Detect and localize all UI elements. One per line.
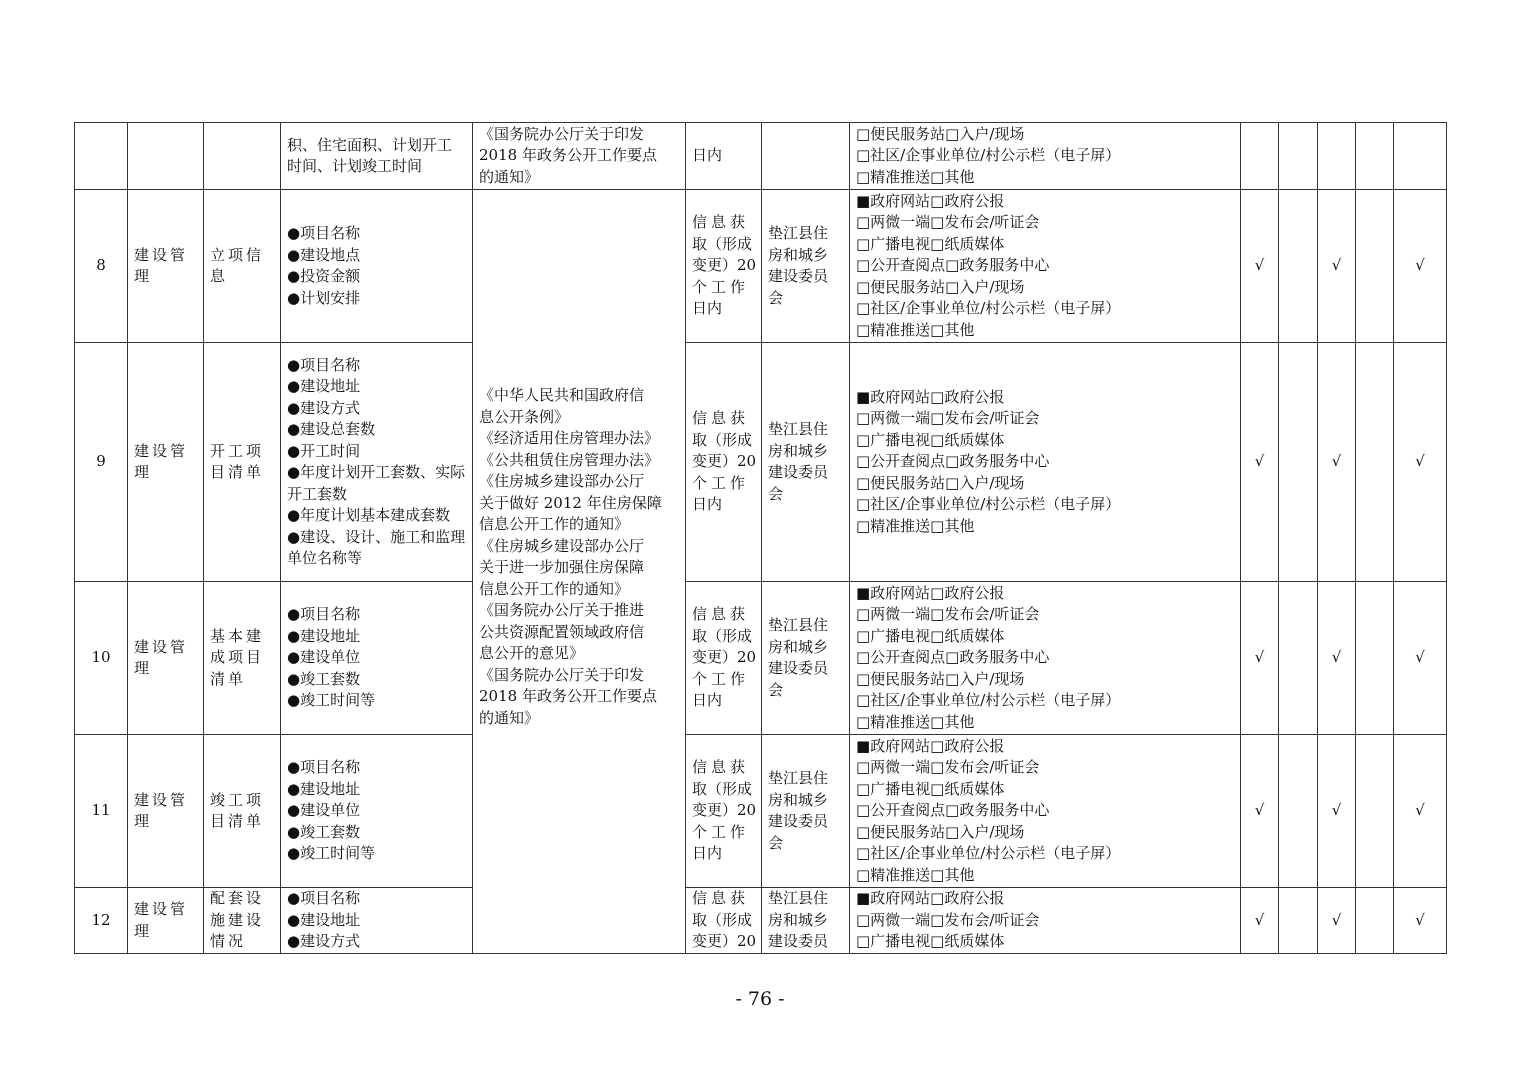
channel-line: ■政府网站□政府公报 bbox=[856, 889, 1005, 908]
time-limit-text: 日内 bbox=[692, 146, 723, 165]
content-line: ●年度计划基本建成套数 bbox=[287, 506, 451, 524]
content-line: ●开工时间 bbox=[287, 441, 361, 460]
page-number: - 76 - bbox=[735, 988, 785, 1010]
cell-check bbox=[1279, 582, 1318, 735]
channel-line: □社区/企事业单位/村公示栏（电子屏） bbox=[856, 844, 1121, 863]
table-row bbox=[75, 343, 1447, 582]
cell-time-limit bbox=[686, 343, 762, 582]
cell-content bbox=[281, 888, 473, 954]
cell-basis bbox=[473, 123, 686, 190]
content-line: 时间、计划竣工时间 bbox=[287, 157, 423, 175]
time-limit-line: 取（形成 bbox=[692, 779, 753, 798]
channel-line: □便民服务站□入户/现场 bbox=[856, 277, 1025, 296]
cell-time-limit bbox=[686, 123, 762, 190]
cell-check: √ bbox=[1318, 343, 1356, 582]
agency-line: 房和城乡 bbox=[768, 910, 829, 929]
cell-check: √ bbox=[1241, 735, 1279, 888]
table-row bbox=[75, 190, 1447, 343]
basis-line: 信息公开工作的通知》 bbox=[479, 515, 630, 533]
cell-check: √ bbox=[1394, 888, 1447, 954]
basis-line: 2018 年政务公开工作要点 bbox=[479, 146, 657, 165]
cell-check bbox=[1394, 123, 1447, 190]
agency-line: 会 bbox=[768, 484, 784, 503]
cell-basis-merged bbox=[473, 190, 686, 954]
cell-check bbox=[1356, 582, 1394, 735]
basis-line: 《国务院办公厅关于印发 bbox=[479, 124, 645, 143]
content-line: ●建设方式 bbox=[287, 932, 361, 951]
agency-line: 会 bbox=[768, 680, 784, 699]
time-limit-line: 变更）20 bbox=[692, 648, 757, 667]
cell-check bbox=[1356, 123, 1394, 190]
channel-line: □公开查阅点□政务服务中心 bbox=[856, 256, 1050, 275]
channel-line: □公开查阅点□政务服务中心 bbox=[856, 801, 1050, 820]
time-limit-line: 个工作 bbox=[692, 277, 750, 296]
content-line: ●建设地址 bbox=[287, 377, 361, 395]
content-line: ●投资金额 bbox=[287, 267, 361, 285]
time-limit-line: 日内 bbox=[692, 844, 723, 863]
content-line: ●计划安排 bbox=[287, 288, 361, 307]
table-body bbox=[75, 123, 1447, 954]
channel-line: □两微一端□发布会/听证会 bbox=[856, 910, 1040, 929]
time-limit-line: 信息获 bbox=[692, 758, 750, 777]
cell-check bbox=[1279, 123, 1318, 190]
agency-line: 房和城乡 bbox=[768, 441, 829, 460]
time-limit-line: 个工作 bbox=[692, 669, 750, 688]
content-line: ●项目名称 bbox=[287, 889, 361, 908]
content-line: ●建设单位 bbox=[287, 648, 361, 667]
channel-line: □广播电视□纸质媒体 bbox=[856, 932, 1005, 951]
channel-line: ■政府网站□政府公报 bbox=[856, 191, 1005, 210]
content-line: ●竣工套数 bbox=[287, 822, 361, 841]
cell-agency bbox=[762, 190, 850, 343]
basis-line: 2018 年政务公开工作要点 bbox=[479, 687, 657, 705]
channel-line: ■政府网站□政府公报 bbox=[856, 387, 1005, 406]
agency-line: 会 bbox=[768, 288, 784, 307]
time-limit-line: 变更）20 bbox=[692, 452, 757, 471]
content-line: 积、住宅面积、计划开工 bbox=[287, 135, 453, 154]
cell-content bbox=[281, 343, 473, 582]
time-limit-line: 信息获 bbox=[692, 213, 750, 232]
cell-check: √ bbox=[1241, 190, 1279, 343]
cell-item: 配套设施建设情况 bbox=[204, 888, 281, 954]
channel-line: □精准推送□其他 bbox=[856, 516, 975, 535]
agency-line: 建设委员 bbox=[768, 463, 829, 481]
basis-line: 公共资源配置领域政府信 bbox=[479, 622, 645, 641]
cell-channels bbox=[850, 735, 1241, 888]
cell-check bbox=[1356, 343, 1394, 582]
cell-check: √ bbox=[1318, 582, 1356, 735]
time-limit-line: 日内 bbox=[692, 495, 723, 514]
content-line: ●建设总套数 bbox=[287, 420, 376, 438]
cell-item: 基本建成项目清单 bbox=[204, 582, 281, 735]
channel-line: □便民服务站□入户/现场 bbox=[856, 124, 1025, 143]
cell-content bbox=[281, 190, 473, 343]
content-line: ●建设方式 bbox=[287, 398, 361, 417]
table-row bbox=[75, 123, 1447, 190]
cell-check bbox=[1241, 123, 1279, 190]
time-limit-line: 个工作 bbox=[692, 822, 750, 841]
channel-line: □广播电视□纸质媒体 bbox=[856, 626, 1005, 645]
cell-time-limit bbox=[686, 190, 762, 343]
time-limit-line: 日内 bbox=[692, 299, 723, 318]
channel-line: □两微一端□发布会/听证会 bbox=[856, 213, 1040, 232]
time-limit-line: 信息获 bbox=[692, 605, 750, 624]
basis-line: 《住房城乡建设部办公厅 bbox=[479, 472, 645, 490]
cell-agency bbox=[762, 343, 850, 582]
cell-category: 建设管理 bbox=[128, 888, 204, 954]
cell-content bbox=[281, 123, 473, 190]
agency-line: 垫江县住 bbox=[768, 769, 829, 787]
cell-agency bbox=[762, 123, 850, 190]
cell-channels bbox=[850, 888, 1241, 954]
content-line: ●建设地址 bbox=[287, 626, 361, 645]
agency-line: 会 bbox=[768, 833, 784, 852]
cell-category: 建设管理 bbox=[128, 582, 204, 735]
channel-line: □社区/企事业单位/村公示栏（电子屏） bbox=[856, 299, 1121, 318]
table-row bbox=[75, 888, 1447, 954]
agency-line: 垫江县住 bbox=[768, 224, 829, 242]
content-line: ●建设单位 bbox=[287, 801, 361, 820]
channel-line: □两微一端□发布会/听证会 bbox=[856, 758, 1040, 777]
content-line: ●项目名称 bbox=[287, 224, 361, 242]
cell-check bbox=[1279, 190, 1318, 343]
time-limit-line: 日内 bbox=[692, 691, 723, 710]
time-limit-line: 个工作 bbox=[692, 473, 750, 492]
content-line: ●建设地址 bbox=[287, 910, 361, 929]
channel-line: □两微一端□发布会/听证会 bbox=[856, 605, 1040, 624]
cell-check bbox=[1356, 190, 1394, 343]
cell-item: 立项信息 bbox=[204, 190, 281, 343]
basis-line: 息公开的意见》 bbox=[479, 644, 585, 662]
cell-category: 建设管理 bbox=[128, 190, 204, 343]
cell-category: 建设管理 bbox=[128, 343, 204, 582]
basis-line: 《国务院办公厅关于推进 bbox=[479, 601, 645, 619]
content-line: ●建设、设计、施工和监理单位名称等 bbox=[287, 527, 466, 567]
cell-channels bbox=[850, 190, 1241, 343]
content-line: ●竣工时间等 bbox=[287, 691, 376, 710]
agency-line: 建设委员 bbox=[768, 659, 829, 677]
basis-line: 关于做好 2012 年住房保障 bbox=[479, 493, 662, 512]
agency-line: 建设委员 bbox=[768, 267, 829, 285]
cell-check: √ bbox=[1241, 582, 1279, 735]
cell-time-limit bbox=[686, 582, 762, 735]
time-limit-line: 变更）20 bbox=[692, 801, 757, 820]
time-limit-line: 信息获 bbox=[692, 409, 750, 428]
agency-line: 垫江县住 bbox=[768, 889, 829, 908]
cell-check bbox=[1356, 735, 1394, 888]
cell-item: 开工项目清单 bbox=[204, 343, 281, 582]
table-row bbox=[75, 735, 1447, 888]
time-limit-line: 变更）20 bbox=[692, 932, 757, 951]
channel-line: □社区/企事业单位/村公示栏（电子屏） bbox=[856, 495, 1121, 514]
cell-content bbox=[281, 582, 473, 735]
content-line: ●建设地址 bbox=[287, 779, 361, 798]
cell-no: 11 bbox=[75, 735, 128, 888]
agency-line: 房和城乡 bbox=[768, 245, 829, 264]
basis-line: 关于进一步加强住房保障 bbox=[479, 558, 645, 576]
cell-agency bbox=[762, 582, 850, 735]
content-line: ●项目名称 bbox=[287, 355, 361, 374]
content-line: ●项目名称 bbox=[287, 758, 361, 777]
basis-line: 《国务院办公厅关于印发 bbox=[479, 665, 645, 684]
content-line: ●年度计划开工套数、实际开工套数 bbox=[287, 463, 466, 503]
cell-check: √ bbox=[1394, 582, 1447, 735]
content-line: ●竣工时间等 bbox=[287, 844, 376, 863]
content-line: ●竣工套数 bbox=[287, 669, 361, 688]
cell-check: √ bbox=[1394, 343, 1447, 582]
cell-channels bbox=[850, 343, 1241, 582]
cell-check: √ bbox=[1394, 190, 1447, 343]
cell-agency bbox=[762, 888, 850, 954]
channel-line: □社区/企事业单位/村公示栏（电子屏） bbox=[856, 691, 1121, 710]
agency-line: 房和城乡 bbox=[768, 790, 829, 809]
channel-line: □公开查阅点□政务服务中心 bbox=[856, 452, 1050, 471]
basis-line: 信息公开工作的通知》 bbox=[479, 579, 630, 598]
channel-line: □广播电视□纸质媒体 bbox=[856, 779, 1005, 798]
cell-agency bbox=[762, 735, 850, 888]
basis-line: 《中华人民共和国政府信 bbox=[479, 386, 645, 404]
cell-check bbox=[1279, 343, 1318, 582]
basis-line: 《经济适用住房管理办法》 bbox=[479, 429, 660, 447]
cell-check: √ bbox=[1318, 888, 1356, 954]
channel-line: □精准推送□其他 bbox=[856, 865, 975, 884]
cell-time-limit bbox=[686, 888, 762, 954]
channel-line: □便民服务站□入户/现场 bbox=[856, 669, 1025, 688]
agency-line: 房和城乡 bbox=[768, 637, 829, 656]
table-row bbox=[75, 582, 1447, 735]
cell-check bbox=[1318, 123, 1356, 190]
agency-line: 建设委员 bbox=[768, 812, 829, 830]
agency-line: 建设委员 bbox=[768, 932, 829, 951]
cell-check: √ bbox=[1318, 190, 1356, 343]
basis-line: 息公开条例》 bbox=[479, 407, 570, 426]
time-limit-line: 取（形成 bbox=[692, 234, 753, 253]
cell-check: √ bbox=[1394, 735, 1447, 888]
cell-channels bbox=[850, 582, 1241, 735]
channel-line: □精准推送□其他 bbox=[856, 712, 975, 731]
cell-check bbox=[1279, 888, 1318, 954]
channel-line: □便民服务站□入户/现场 bbox=[856, 473, 1025, 492]
cell-check: √ bbox=[1318, 735, 1356, 888]
cell-category: 建设管理 bbox=[128, 735, 204, 888]
time-limit-line: 取（形成 bbox=[692, 910, 753, 929]
cell-no bbox=[75, 123, 128, 190]
cell-no: 9 bbox=[75, 343, 128, 582]
channel-line: □公开查阅点□政务服务中心 bbox=[856, 648, 1050, 667]
cell-category bbox=[128, 123, 204, 190]
basis-line: 《住房城乡建设部办公厅 bbox=[479, 536, 645, 555]
cell-check bbox=[1279, 735, 1318, 888]
channel-line: □广播电视□纸质媒体 bbox=[856, 234, 1005, 253]
cell-channels bbox=[850, 123, 1241, 190]
channel-line: □精准推送□其他 bbox=[856, 167, 975, 186]
cell-check: √ bbox=[1241, 888, 1279, 954]
cell-check bbox=[1356, 888, 1394, 954]
content-line: ●项目名称 bbox=[287, 605, 361, 624]
cell-no: 8 bbox=[75, 190, 128, 343]
cell-item bbox=[204, 123, 281, 190]
cell-no: 12 bbox=[75, 888, 128, 954]
disclosure-table bbox=[74, 122, 1447, 954]
time-limit-line: 取（形成 bbox=[692, 430, 753, 449]
channel-line: □广播电视□纸质媒体 bbox=[856, 430, 1005, 449]
channel-line: □社区/企事业单位/村公示栏（电子屏） bbox=[856, 146, 1121, 165]
cell-time-limit bbox=[686, 735, 762, 888]
cell-item: 竣工项目清单 bbox=[204, 735, 281, 888]
time-limit-line: 信息获 bbox=[692, 889, 750, 908]
basis-line: 《公共租赁住房管理办法》 bbox=[479, 450, 660, 469]
channel-line: □精准推送□其他 bbox=[856, 320, 975, 339]
channel-line: □两微一端□发布会/听证会 bbox=[856, 409, 1040, 428]
cell-check: √ bbox=[1241, 343, 1279, 582]
cell-content bbox=[281, 735, 473, 888]
cell-no: 10 bbox=[75, 582, 128, 735]
channel-line: □便民服务站□入户/现场 bbox=[856, 822, 1025, 841]
agency-line: 垫江县住 bbox=[768, 420, 829, 438]
channel-line: ■政府网站□政府公报 bbox=[856, 583, 1005, 602]
channel-line: ■政府网站□政府公报 bbox=[856, 736, 1005, 755]
time-limit-line: 变更）20 bbox=[692, 256, 757, 275]
content-line: ●建设地点 bbox=[287, 245, 361, 264]
agency-line: 垫江县住 bbox=[768, 616, 829, 634]
time-limit-line: 取（形成 bbox=[692, 626, 753, 645]
basis-line: 的通知》 bbox=[479, 167, 540, 186]
basis-line: 的通知》 bbox=[479, 708, 540, 727]
